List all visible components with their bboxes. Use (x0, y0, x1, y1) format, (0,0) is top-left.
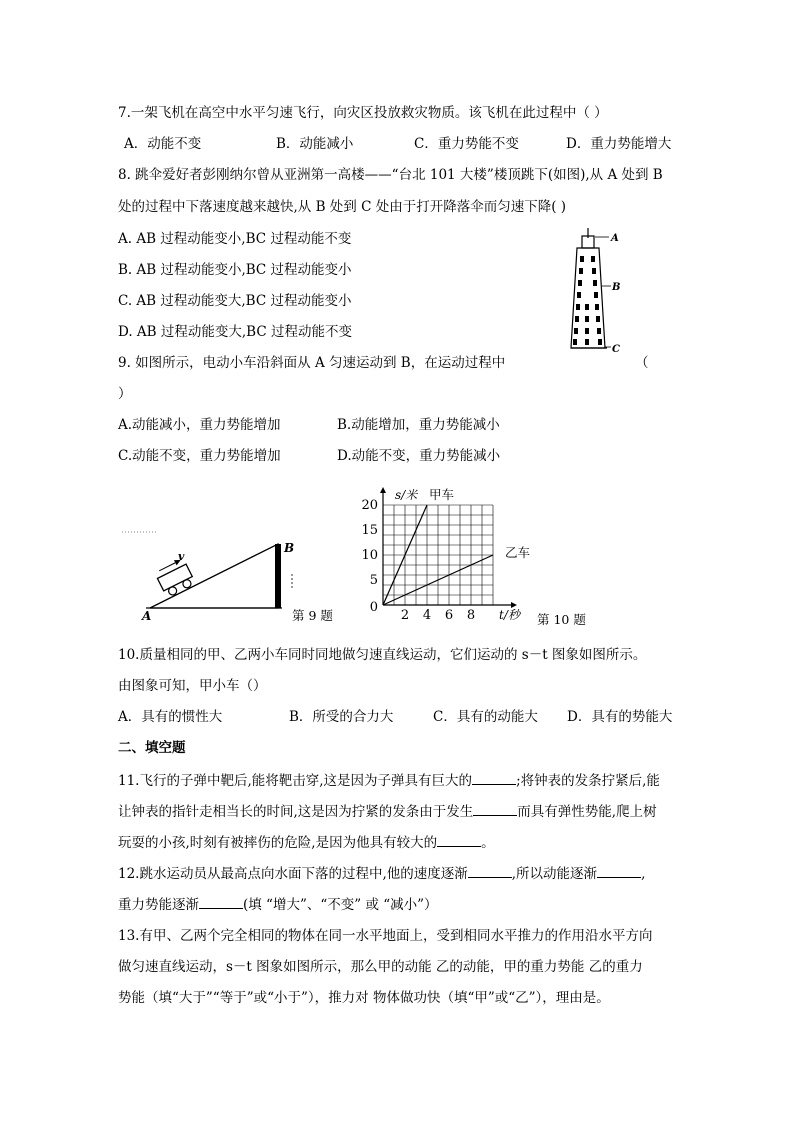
chart-ticks (361, 498, 475, 623)
y-tick-label: 15 (361, 523, 378, 538)
x-tick-label: 8 (466, 608, 476, 623)
q12-blank-3[interactable] (199, 895, 243, 909)
q11-line1-b: ;将钟表的发条拧紧后,能 (516, 773, 660, 789)
q11-line2-b: 而具有弹性势能,爬上树 (517, 804, 657, 820)
q9-stem-line1: 9. 如图所示，电动小车沿斜面从 A 匀速运动到 B，在运动过程中 (118, 355, 506, 371)
q13-line1: 13.有甲、乙两个完全相同的物体在同一水平地面上，受到相同水平推力的作用沿水平方向 (118, 928, 653, 944)
q11-line2 (118, 802, 657, 821)
y-axis-label: s/米 (395, 488, 418, 502)
q11-blank-1[interactable] (472, 771, 516, 785)
q7-option-b: B．动能减小 (276, 136, 354, 152)
q11-line3-a: 玩耍的小孩,时刻有被摔伤的危险,是因为他具有较大的 (118, 835, 438, 851)
q11-line1 (118, 771, 660, 790)
chart-labels (395, 487, 531, 622)
building-label-c: C (612, 344, 620, 355)
incline-figure (118, 530, 333, 630)
q11-line1-a: 11.飞行的子弹中靶后,能将靶击穿,这是因为子弹具有巨大的 (118, 773, 473, 789)
q11-line3-b: 。 (481, 835, 495, 851)
q11-line3 (118, 833, 495, 852)
q8-stem-line2: 处的过程中下落速度越来越快,从 B 处到 C 处由于打开降落伞而匀速下降( ) (118, 199, 567, 215)
q7-stem: 7.一架飞机在高空中水平匀速飞行，向灾区投放救灾物质。该飞机在此过程中（ ） (118, 105, 608, 121)
incline-label-b: B (284, 541, 295, 555)
q9-option-b: B.动能增加，重力势能减小 (337, 417, 500, 433)
incline-label-v: v (178, 550, 185, 563)
q8-stem-line1: 8. 跳伞爱好者彭刚纳尔曾从亚洲第一高楼——“台北 101 大楼”楼顶跳下(如图),从 A 处到 B (118, 167, 663, 183)
x-axis-label: t/秒 (499, 608, 520, 622)
q9-stem-paren: （ (635, 355, 649, 371)
q13-line2: 做匀速直线运动，s－t 图象如图所示，那么甲的动能 乙的动能，甲的重力势能 乙的重力 (118, 959, 643, 975)
q10-option-a: A．具有的惯性大 (118, 709, 223, 725)
q10-stem-line1: 10.质量相同的甲、乙两小车同时同地做匀速直线运动，它们运动的 s－t 图象如图所示。 (118, 647, 647, 663)
building-label-a: A (611, 233, 619, 244)
q9-figure-caption: 第 9 题 (292, 608, 333, 623)
q12-line1-c: , (641, 866, 646, 882)
q8-option-d: D. AB 过程动能变大,BC 过程动能不变 (118, 324, 352, 340)
q10-figure-caption: 第 10 题 (537, 612, 586, 627)
x-tick-label: 2 (400, 608, 410, 623)
x-tick-label: 4 (422, 608, 432, 623)
section-title-fill-in: 二、填空题 (118, 740, 186, 756)
q8-option-a: A. AB 过程动能变小,BC 过程动能不变 (118, 231, 352, 247)
q7-option-c: C．重力势能不变 (414, 136, 519, 152)
q7-option-a: A．动能不变 (124, 136, 202, 152)
x-tick-label: 6 (444, 608, 454, 623)
q9-option-c: C.动能不变，重力势能增加 (118, 448, 281, 464)
q12-line1 (118, 864, 645, 883)
st-chart (355, 480, 605, 630)
q11-blank-2[interactable] (473, 802, 517, 816)
building-label-b: B (612, 282, 621, 293)
origin-label: 0 (369, 600, 378, 615)
q8-option-c: C. AB 过程动能变大,BC 过程动能变小 (118, 293, 352, 309)
q12-line1-b: ,所以动能逐渐 (511, 866, 598, 882)
q8-option-b: B. AB 过程动能变小,BC 过程动能变小 (118, 262, 352, 278)
q12-line2 (118, 895, 438, 914)
q12-line1-a: 12.跳水运动员从最高点向水面下落的过程中,他的速度逐渐 (118, 866, 468, 882)
q13-line3: 势能（填“大于”“等于”或“小于”），推力对 物体做功快（填“甲”或“乙”），理由是。 (118, 990, 610, 1006)
legend-yi: 乙车 (505, 545, 531, 560)
q10-option-b: B．所受的合力大 (289, 709, 394, 725)
q12-blank-2[interactable] (597, 864, 641, 878)
q11-line2-a: 让钟表的指针走相当长的时间,这是因为拧紧的发条由于发生 (118, 804, 474, 820)
q10-stem-line2: 由图象可知，甲小车（） (118, 678, 267, 694)
y-tick-label: 10 (361, 548, 378, 563)
q9-stem-line2: ） (118, 386, 132, 402)
building-figure (555, 226, 645, 356)
legend-jia: 甲车 (429, 487, 455, 502)
incline-label-a: A (142, 609, 152, 623)
q10-option-d: D．具有的势能大 (567, 709, 673, 725)
q7-option-d: D．重力势能增大 (566, 136, 672, 152)
chart-grid (383, 505, 493, 605)
q9-option-a: A.动能减小，重力势能增加 (118, 417, 281, 433)
y-tick-label: 5 (369, 573, 378, 588)
q12-line2-b: (填 “增大”、“不变” 或 “减小”） (243, 897, 438, 913)
q12-blank-1[interactable] (468, 864, 512, 878)
y-tick-label: 20 (361, 498, 378, 513)
q12-line2-a: 重力势能逐渐 (118, 897, 199, 913)
y-axis-arrow (380, 487, 386, 493)
q11-blank-3[interactable] (437, 833, 481, 847)
q10-option-c: C．具有的动能大 (433, 709, 538, 725)
q9-option-d: D.动能不变，重力势能减小 (337, 448, 501, 464)
